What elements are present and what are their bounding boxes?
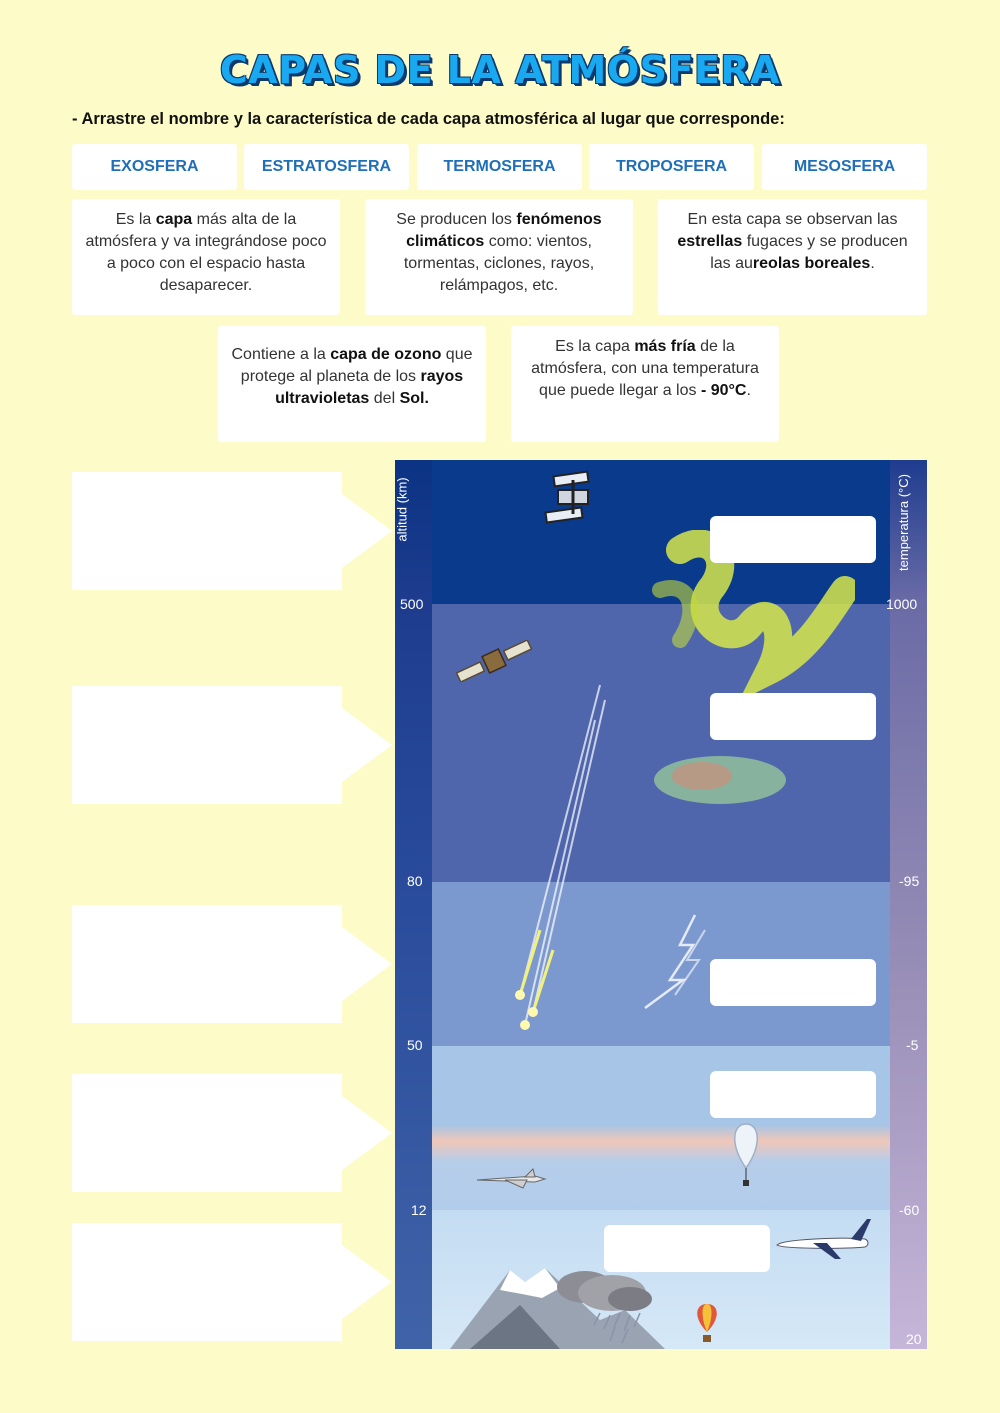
desc-bold: capa (155, 211, 193, 228)
temperature-tick: -60 (899, 1202, 920, 1218)
space-station-icon (540, 470, 602, 528)
desc-text: . (870, 255, 875, 272)
desc-bold: rayos ultravioletas (275, 368, 464, 407)
slot-label-thermosphere[interactable] (710, 693, 876, 740)
weather-balloon-icon (730, 1122, 762, 1188)
desc-card-troposphere[interactable] (365, 199, 633, 315)
desc-text: Se producen los (396, 211, 517, 228)
satellite-icon (455, 640, 533, 682)
altitude-axis-title: altitud (km) (395, 477, 410, 542)
desc-text: como: vientos, tormentas, ciclones, rayos, relámpagos, etc. (403, 233, 595, 294)
slot-label-exosphere[interactable] (710, 516, 876, 563)
hot-air-balloon-icon (693, 1302, 721, 1344)
desc-text: que protege al planeta de los (240, 346, 473, 385)
airplane-icon (773, 1215, 873, 1263)
altitude-tick: 80 (407, 873, 423, 889)
desc-text: Es la capa (555, 338, 635, 355)
altitude-tick: 50 (407, 1037, 423, 1053)
desc-text: En esta capa se observan las (687, 211, 898, 228)
slot-label-stratosphere[interactable] (710, 1071, 876, 1118)
noctilucent-cloud-icon (650, 750, 790, 810)
temperature-axis-title: temperatura (°C) (895, 474, 911, 571)
drop-zone-layer-4[interactable] (72, 1074, 392, 1192)
desc-text: Contiene a la (231, 346, 331, 363)
desc-card-stratosphere[interactable] (218, 326, 486, 442)
name-card-termosfera[interactable]: TERMOSFERA (417, 144, 582, 190)
name-card-mesosfera[interactable]: MESOSFERA (762, 144, 927, 190)
desc-text: de la atmósfera, con una temperatura que puede llegar a los (531, 338, 759, 399)
desc-bold: estrellas (677, 233, 743, 250)
desc-bold: más fría (634, 338, 696, 355)
desc-bold: reolas boreales (752, 255, 871, 272)
name-card-estratosfera[interactable]: ESTRATOSFERA (244, 144, 409, 190)
drop-zone-layer-5[interactable] (72, 1223, 392, 1341)
desc-text: Es la (115, 211, 156, 228)
altitude-tick: 500 (400, 596, 424, 612)
rain-cloud-icon (550, 1265, 655, 1345)
name-card-troposfera[interactable]: TROPOSFERA (589, 144, 754, 190)
temperature-tick: -5 (906, 1037, 919, 1053)
page-title: CAPAS DE LA ATMÓSFERA (219, 48, 781, 92)
desc-bold: Sol. (399, 390, 429, 407)
atmosphere-diagram (395, 460, 927, 1349)
instruction-text: - Arrastre el nombre y la característica de cada capa atmosférica al lugar que corresponde: (72, 110, 785, 128)
desc-text: . (746, 382, 751, 399)
drop-zone-layer-2[interactable] (72, 686, 392, 804)
desc-bold: fenómenos climáticos (406, 211, 602, 250)
desc-card-thermosphere[interactable] (658, 199, 927, 315)
name-card-exosfera[interactable]: EXOSFERA (72, 144, 237, 190)
slot-label-mesosphere[interactable] (710, 959, 876, 1006)
concorde-icon (475, 1168, 547, 1190)
desc-card-mesosphere[interactable] (511, 326, 779, 442)
shooting-stars-icon (505, 680, 615, 1040)
desc-text: más alta de la atmósfera y va integrándose poco a poco con el espacio hasta desaparecer. (85, 211, 327, 294)
desc-bold: - 90°C (700, 382, 747, 399)
desc-card-exosphere[interactable] (72, 199, 340, 315)
temperature-tick: 1000 (886, 596, 918, 612)
lightning-icon (625, 910, 710, 1010)
temperature-tick: -95 (899, 873, 920, 889)
desc-text: fugaces y se producen las au (710, 233, 908, 272)
altitude-tick: 12 (411, 1202, 427, 1218)
slot-label-troposphere[interactable] (604, 1225, 770, 1272)
desc-text: del (369, 390, 400, 407)
desc-bold: capa de ozono (330, 346, 442, 363)
drop-zone-layer-3[interactable] (72, 905, 392, 1023)
drop-zone-layer-1[interactable] (72, 472, 392, 590)
temperature-tick: 20 (906, 1331, 922, 1347)
